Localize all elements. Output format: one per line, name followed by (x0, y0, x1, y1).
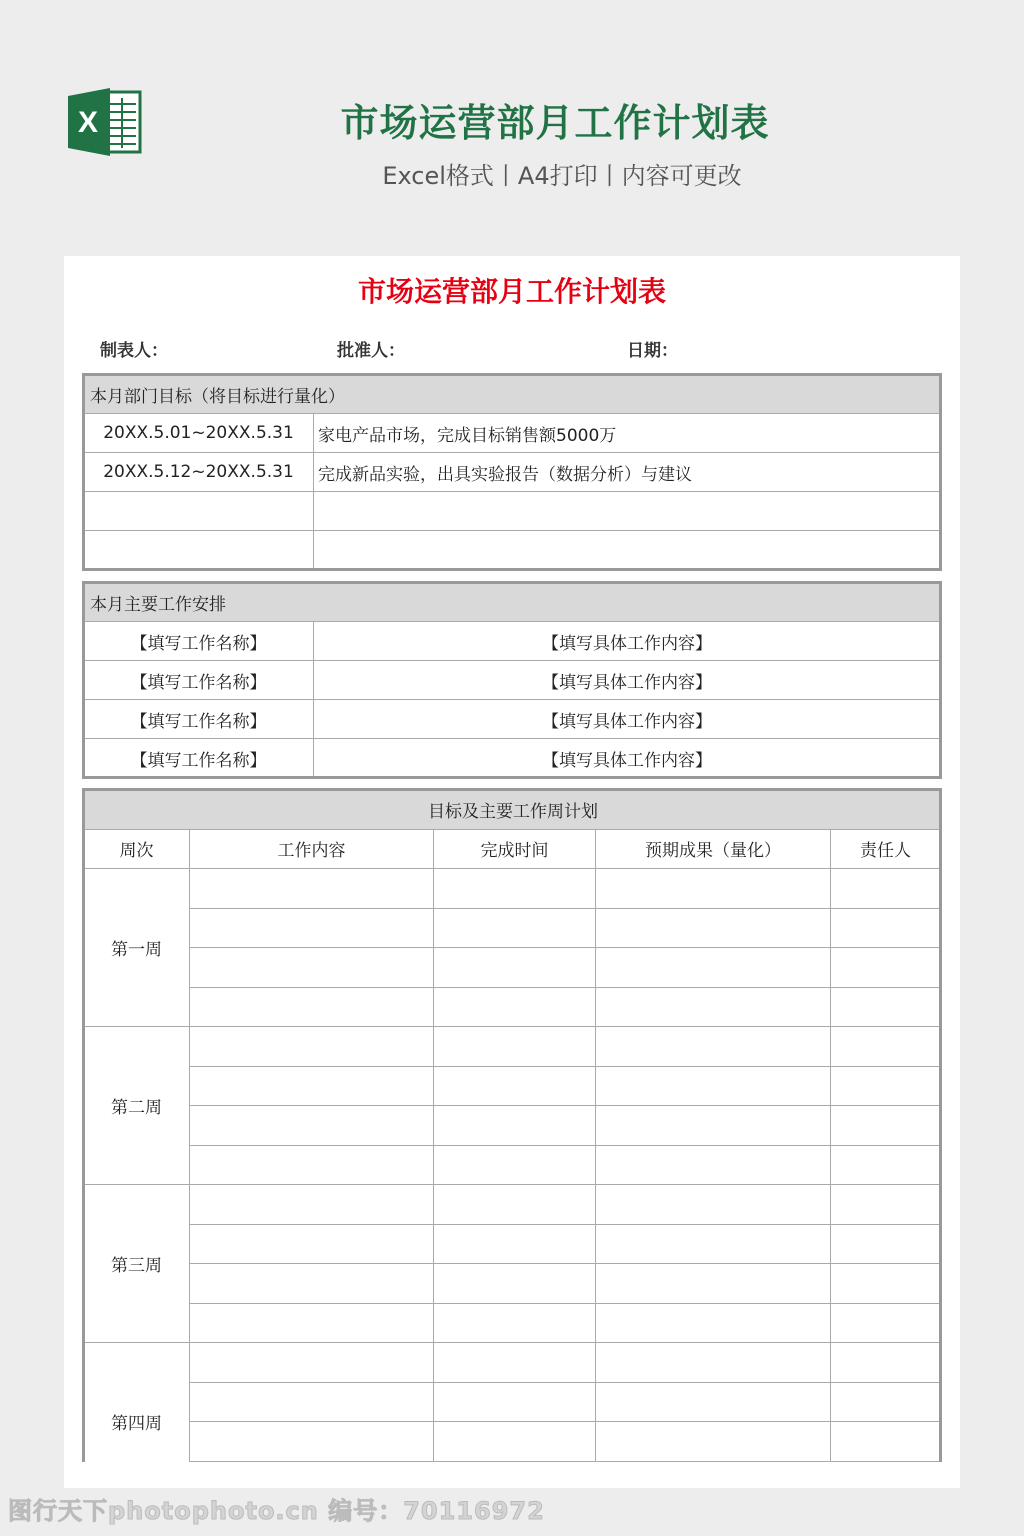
table-row (84, 492, 941, 531)
approver-label: 批准人： (337, 341, 405, 361)
plan-cell[interactable] (434, 1106, 596, 1146)
col-header-owner: 责任人 (831, 829, 941, 869)
plan-cell[interactable] (596, 1382, 831, 1422)
task-content-cell[interactable]: 【填写具体工作内容】 (314, 661, 941, 700)
plan-cell[interactable] (831, 1343, 941, 1383)
week-label-cell: 第二周 (84, 1027, 190, 1185)
task-content-cell[interactable]: 【填写具体工作内容】 (314, 739, 941, 778)
plan-cell[interactable] (596, 869, 831, 909)
plan-cell[interactable] (831, 1264, 941, 1304)
plan-cell[interactable] (190, 1224, 434, 1264)
plan-cell[interactable] (596, 1106, 831, 1146)
plan-cell[interactable] (831, 908, 941, 948)
col-header-week: 周次 (84, 829, 190, 869)
plan-cell[interactable] (831, 948, 941, 988)
goals-table (83, 374, 941, 570)
plan-cell[interactable] (434, 1264, 596, 1304)
week-label-cell: 第三周 (84, 1185, 190, 1343)
plan-cell[interactable] (190, 1185, 434, 1225)
table-row (84, 1264, 941, 1304)
plan-cell[interactable] (190, 908, 434, 948)
plan-cell[interactable] (831, 1066, 941, 1106)
table-row (84, 1382, 941, 1422)
plan-cell[interactable] (596, 908, 831, 948)
col-header-result: 预期成果（量化） (596, 829, 831, 869)
plan-cell[interactable] (831, 1185, 941, 1225)
page-cutoff (64, 1462, 960, 1488)
plan-cell[interactable] (190, 1303, 434, 1343)
date-label: 日期： (627, 341, 678, 361)
plan-cell[interactable] (434, 1066, 596, 1106)
table-row (84, 908, 941, 948)
week-label-cell: 第四周 (84, 1343, 190, 1489)
plan-cell[interactable] (190, 1264, 434, 1304)
table-row (84, 1066, 941, 1106)
task-name-cell[interactable]: 【填写工作名称】 (84, 622, 314, 661)
banner-title: 市场运营部月工作计划表 (340, 101, 770, 145)
plan-cell[interactable] (596, 1224, 831, 1264)
watermark: 图行天下photophoto.cn 编号：70116972 (8, 1497, 545, 1525)
task-name-cell[interactable]: 【填写工作名称】 (84, 739, 314, 778)
plan-cell[interactable] (190, 948, 434, 988)
svg-text:X: X (77, 106, 99, 139)
table-row (84, 1185, 941, 1225)
goal-content-cell[interactable]: 完成新品实验，出具实验报告（数据分析）与建议 (314, 453, 941, 492)
plan-cell[interactable] (434, 1027, 596, 1067)
plan-cell[interactable] (831, 869, 941, 909)
task-content-cell[interactable]: 【填写具体工作内容】 (314, 700, 941, 739)
table-row (84, 1422, 941, 1462)
table-row (84, 948, 941, 988)
goal-period-cell[interactable] (84, 492, 314, 531)
goals-header: 本月部门目标（将目标进行量化） (84, 375, 941, 414)
task-name-cell[interactable]: 【填写工作名称】 (84, 700, 314, 739)
plan-cell[interactable] (831, 1303, 941, 1343)
plan-cell[interactable] (190, 1343, 434, 1383)
goal-period-cell[interactable]: 20XX.5.01~20XX.5.31 (84, 414, 314, 453)
plan-cell[interactable] (434, 869, 596, 909)
goal-period-cell[interactable]: 20XX.5.12~20XX.5.31 (84, 453, 314, 492)
plan-cell[interactable] (434, 1382, 596, 1422)
table-row (84, 414, 941, 453)
plan-cell[interactable] (190, 1027, 434, 1067)
plan-cell[interactable] (596, 948, 831, 988)
plan-cell[interactable] (596, 987, 831, 1027)
table-row (84, 1106, 941, 1146)
table-row (84, 1303, 941, 1343)
plan-cell[interactable] (190, 1106, 434, 1146)
plan-cell[interactable] (190, 1422, 434, 1462)
table-row (84, 700, 941, 739)
plan-cell[interactable] (831, 1027, 941, 1067)
plan-cell[interactable] (596, 1145, 831, 1185)
table-row (84, 1145, 941, 1185)
plan-cell[interactable] (190, 1066, 434, 1106)
plan-cell[interactable] (831, 1106, 941, 1146)
task-content-cell[interactable]: 【填写具体工作内容】 (314, 622, 941, 661)
plan-cell[interactable] (434, 1422, 596, 1462)
col-header-content: 工作内容 (190, 829, 434, 869)
plan-cell[interactable] (434, 987, 596, 1027)
table-row (84, 869, 941, 909)
plan-cell[interactable] (434, 908, 596, 948)
plan-cell[interactable] (831, 1145, 941, 1185)
plan-cell[interactable] (596, 1422, 831, 1462)
plan-cell[interactable] (831, 1422, 941, 1462)
plan-cell[interactable] (596, 1303, 831, 1343)
document-title: 市场运营部月工作计划表 (357, 275, 666, 308)
task-name-cell[interactable]: 【填写工作名称】 (84, 661, 314, 700)
plan-cell[interactable] (831, 1224, 941, 1264)
plan-cell[interactable] (190, 1382, 434, 1422)
plan-cell[interactable] (596, 1066, 831, 1106)
plan-cell[interactable] (596, 1264, 831, 1304)
maker-label: 制表人： (100, 341, 168, 361)
table-row (84, 531, 941, 570)
column-header-row (84, 829, 941, 869)
plan-cell[interactable] (434, 948, 596, 988)
table-row (84, 1224, 941, 1264)
goal-content-cell[interactable] (314, 531, 941, 570)
table-row (84, 1343, 941, 1383)
plan-cell[interactable] (190, 869, 434, 909)
plan-cell[interactable] (596, 1027, 831, 1067)
plan-cell[interactable] (190, 987, 434, 1027)
goal-content-cell[interactable]: 家电产品市场，完成目标销售额5000万 (314, 414, 941, 453)
excel-icon (66, 86, 144, 158)
plan-cell[interactable] (434, 1343, 596, 1383)
plan-cell[interactable] (434, 1303, 596, 1343)
plan-cell[interactable] (596, 1343, 831, 1383)
weekly-header: 目标及主要工作周计划 (84, 790, 941, 830)
banner-subtitle: Excel格式丨A4打印丨内容可更改 (382, 162, 742, 190)
table-row (84, 622, 941, 661)
table-row (84, 739, 941, 778)
table-row (84, 987, 941, 1027)
plan-cell[interactable] (434, 1224, 596, 1264)
plan-cell[interactable] (596, 1185, 831, 1225)
goal-period-cell[interactable] (84, 531, 314, 570)
tasks-table (83, 582, 941, 778)
plan-cell[interactable] (434, 1145, 596, 1185)
plan-cell[interactable] (831, 1382, 941, 1422)
tasks-header: 本月主要工作安排 (84, 583, 941, 622)
table-row (84, 661, 941, 700)
col-header-time: 完成时间 (434, 829, 596, 869)
document-sheet (64, 256, 960, 1488)
weekly-plan-table (83, 789, 941, 1488)
week-label-cell: 第一周 (84, 869, 190, 1027)
goal-content-cell[interactable] (314, 492, 941, 531)
table-row (84, 1027, 941, 1067)
plan-cell[interactable] (190, 1145, 434, 1185)
plan-cell[interactable] (434, 1185, 596, 1225)
plan-cell[interactable] (831, 987, 941, 1027)
table-row (84, 453, 941, 492)
